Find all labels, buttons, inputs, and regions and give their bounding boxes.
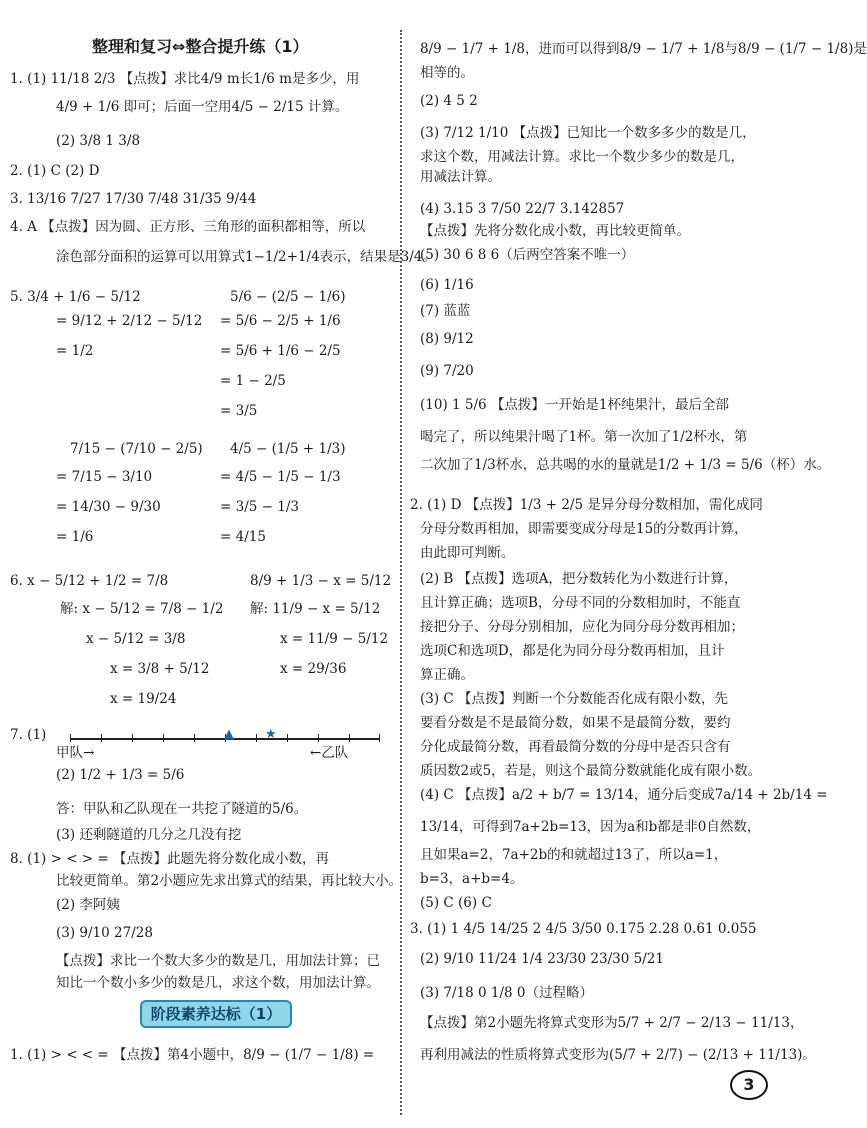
right-answer-line: 分化成最简分数，再看最简分数的分母中是否只含有 — [420, 739, 731, 755]
triangle-marker-icon: ▲ — [224, 727, 234, 742]
left-answer-line: 甲队→ — [56, 745, 95, 761]
left-answer-line: 知比一个数小多少的数是几，求这个数，用加法计算。 — [56, 975, 380, 991]
left-answer-line: 5. 3/4 + 1/6 − 5/12 — [10, 289, 141, 305]
left-answer-line: = 3/5 — [220, 403, 258, 419]
right-answer-line: (4) C 【点拨】a/2 + b/7 = 13/14，通分后变成7a/14 + 2b/14 = — [420, 787, 828, 803]
right-answer-line: b=3，a+b=4。 — [420, 871, 524, 887]
left-answer-line: = 7/15 − 3/10 — [56, 469, 153, 485]
left-answer-line: = 1/6 — [56, 529, 94, 545]
left-answer-line: 8. (1) > < > = 【点拨】此题先将分数化成小数，再 — [10, 851, 329, 867]
right-answer-line: (2) 4 5 2 — [420, 93, 478, 109]
left-answer-line: 7/15 − (7/10 − 2/5) — [70, 441, 203, 457]
right-answer-line: (5) C (6) C — [420, 895, 492, 911]
left-answer-line: = 5/6 − 2/5 + 1/6 — [220, 313, 341, 329]
left-answer-line: (3) 还剩隧道的几分之几没有挖 — [56, 827, 242, 843]
right-answer-line: 【点拨】第2小题先将算式变形为5/7 + 2/7 − 2/13 − 11/13， — [420, 1015, 804, 1031]
left-answer-line: 4/5 − (1/5 + 1/3) — [230, 441, 346, 457]
left-answer-line: 8/9 + 1/3 − x = 5/12 — [250, 573, 392, 589]
left-answer-line: 7. (1) — [10, 727, 47, 743]
left-answer-line: x = 29/36 — [280, 661, 347, 677]
right-answer-line: 3. (1) 1 4/5 14/25 2 4/5 3/50 0.175 2.28 0.61 0.055 — [410, 921, 757, 937]
left-answer-line: ←乙队 — [310, 745, 349, 761]
right-answer-line: 求这个数，用减法计算。求比一个数少多少的数是几， — [420, 149, 744, 165]
right-answer-line: (3) 7/12 1/10 【点拨】已知比一个数多多少的数是几， — [420, 125, 756, 141]
right-answer-line: 相等的。 — [420, 65, 474, 81]
section-banner: 阶段素养达标（1） — [140, 1000, 292, 1028]
page-number: 3 — [730, 1070, 768, 1100]
right-answer-line: (2) 9/10 11/24 1/4 23/30 23/30 5/21 — [420, 951, 664, 967]
left-answer-line: 解: x − 5/12 = 7/8 − 1/2 — [60, 601, 224, 617]
right-answer-line: (6) 1/16 — [420, 277, 474, 293]
right-answer-line: 分母分数再相加，即需要变成分母是15的分数再计算， — [420, 521, 748, 537]
page-title: 整理和复习⇔整合提升练（1） — [92, 37, 309, 56]
right-answer-line: 要看分数是不是最简分数，如果不是最简分数，要约 — [420, 715, 731, 731]
column-divider — [400, 30, 402, 1115]
right-answer-line: 2. (1) D 【点拨】1/3 + 2/5 是异分母分数相加，需化成同 — [410, 497, 763, 513]
right-answer-line: (3) C 【点拨】判断一个分数能否化成有限小数，先 — [420, 691, 729, 707]
left-answer-line: (2) 3/8 1 3/8 — [56, 133, 141, 149]
right-answer-line: (9) 7/20 — [420, 363, 474, 379]
right-answer-line: (7) 蓝蓝 — [420, 303, 471, 319]
left-answer-line: = 4/5 − 1/5 − 1/3 — [220, 469, 341, 485]
left-answer-line: (2) 1/2 + 1/3 = 5/6 — [56, 767, 185, 783]
left-answer-line: x = 3/8 + 5/12 — [110, 661, 210, 677]
right-answer-line: 质因数2或5，若是，则这个最简分数就能化成有限小数。 — [420, 763, 762, 779]
right-answer-line: (5) 30 6 8 6（后两空答案不唯一） — [420, 247, 635, 263]
right-answer-line: 且如果a=2，7a+2b的和就超过13了，所以a=1， — [420, 847, 728, 863]
right-answer-line: (4) 3.15 3 7/50 22/7 3.142857 — [420, 201, 625, 217]
right-answer-line: 选项C和选项D，都是化为同分母分数再相加，且计 — [420, 643, 725, 659]
left-answer-line: = 5/6 + 1/6 − 2/5 — [220, 343, 341, 359]
right-answer-line: 13/14，可得到7a+2b=13，因为a和b都是非0自然数， — [420, 819, 761, 835]
left-answer-line: 4. A 【点拨】因为圆、正方形、三角形的面积都相等，所以 — [10, 219, 366, 235]
left-answer-line: = 1/2 — [56, 343, 94, 359]
left-answer-line: 3. 13/16 7/27 17/30 7/48 31/35 9/44 — [10, 191, 257, 207]
left-answer-line: 2. (1) C (2) D — [10, 163, 100, 179]
left-answer-line: = 14/30 − 9/30 — [56, 499, 161, 515]
left-answer-line: x = 19/24 — [110, 691, 177, 707]
right-answer-line: 二次加了1/3杯水，总共喝的水的量就是1/2 + 1/3 = 5/6（杯）水。 — [420, 457, 831, 473]
left-answer-line: = 4/15 — [220, 529, 266, 545]
left-answer-line: (2) 李阿姨 — [56, 897, 120, 913]
right-answer-line: 且计算正确；选项B，分母不同的分数相加时，不能直 — [420, 595, 741, 611]
right-answer-line: (8) 9/12 — [420, 331, 474, 347]
right-answer-line: 算正确。 — [420, 667, 474, 683]
left-answer-line: = 1 − 2/5 — [220, 373, 286, 389]
right-column — [404, 0, 867, 1128]
right-answer-line: (3) 7/18 0 1/8 0（过程略） — [420, 985, 594, 1001]
left-answer-line: (3) 9/10 27/28 — [56, 925, 153, 941]
left-answer-line: = 3/5 − 1/3 — [220, 499, 299, 515]
left-answer-line: x − 5/12 = 3/8 — [86, 631, 186, 647]
left-answer-line: 涂色部分面积的运算可以用算式1−1/2+1/4表示，结果是3/4。 — [56, 249, 436, 265]
right-answer-line: 8/9 − 1/7 + 1/8，进而可以得到8/9 − 1/7 + 1/8与8/9 − (1/7 − 1/8)是 — [420, 41, 867, 57]
left-answer-line: 答：甲队和乙队现在一共挖了隧道的5/6。 — [56, 801, 308, 817]
left-answer-line: 5/6 − (2/5 − 1/6) — [230, 289, 346, 305]
right-answer-line: 由此即可判断。 — [420, 545, 515, 561]
left-answer-line: x = 11/9 − 5/12 — [280, 631, 389, 647]
left-answer-line: 解: 11/9 − x = 5/12 — [250, 601, 381, 617]
left-answer-line: 比较更简单。第2小题应先求出算式的结果，再比较大小。 — [56, 873, 403, 889]
left-answer-line: 6. x − 5/12 + 1/2 = 7/8 — [10, 573, 169, 589]
left-answer-line: 4/9 + 1/6 即可；后面一空用4/5 − 2/15 计算。 — [56, 99, 349, 115]
right-answer-line: (2) B 【点拨】选项A，把分数转化为小数进行计算， — [420, 571, 738, 587]
right-answer-line: 【点拨】先将分数化成小数，再比较更简单。 — [420, 223, 690, 239]
left-answer-line: 1. (1) > < < = 【点拨】第4小题中，8/9 − (1/7 − 1/8) = — [10, 1047, 375, 1063]
star-marker-icon: ★ — [265, 727, 277, 742]
right-answer-line: 再利用减法的性质将算式变形为(5/7 + 2/7) − (2/13 + 11/13)。 — [420, 1047, 816, 1063]
left-answer-line: = 9/12 + 2/12 − 5/12 — [56, 313, 203, 329]
left-answer-line: 1. (1) 11/18 2/3 【点拨】求比4/9 m长1/6 m是多少，用 — [10, 71, 360, 87]
right-answer-line: 喝完了，所以纯果汁喝了1杯。第一次加了1/2杯水，第 — [420, 429, 748, 445]
right-answer-line: 用减法计算。 — [420, 169, 501, 185]
left-answer-line: 【点拨】求比一个数大多少的数是几，用加法计算；已 — [56, 953, 380, 969]
right-answer-line: 接把分子、分母分别相加，应化为同分母分数再相加； — [420, 619, 744, 635]
right-answer-line: (10) 1 5/6 【点拨】一开始是1杯纯果汁，最后全部 — [420, 397, 729, 413]
